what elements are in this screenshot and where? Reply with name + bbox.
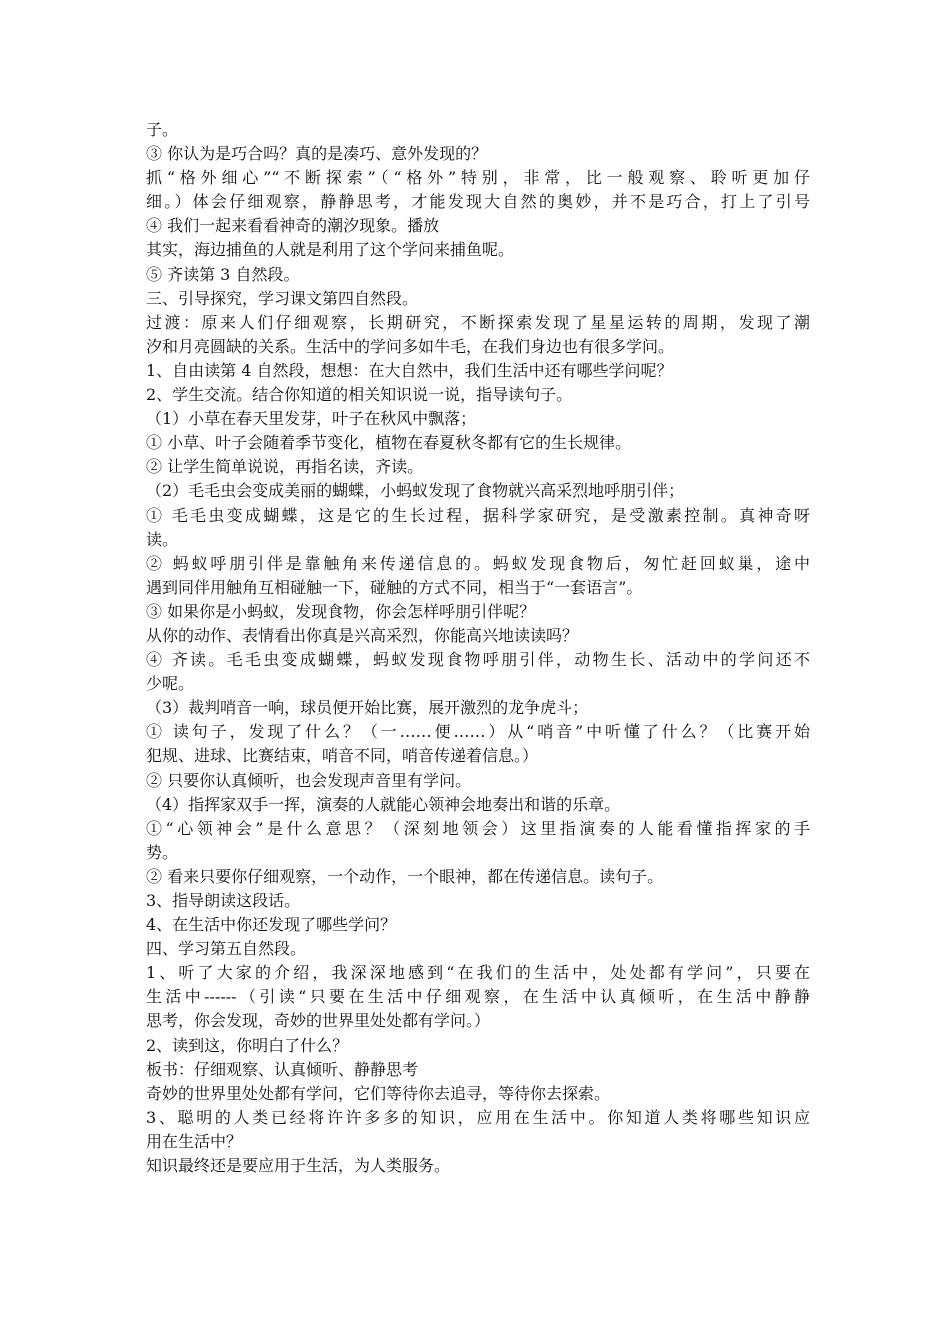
text-line: 2、读到这，你明白了什么？ [146, 1035, 349, 1055]
text-line: ① 毛毛虫变成蝴蝶，这是它的生长过程，据科学家研究，是受激素控制。真神奇呀 [146, 505, 810, 525]
text-line: 读。 [146, 529, 179, 549]
document-body [146, 118, 810, 1178]
text-line: ③ 如果你是小蚂蚁，发现食物，你会怎样呼朋引伴呢？ [146, 601, 536, 621]
text-line: ② 只要你认真倾听，也会发现声音里有学问。 [146, 770, 472, 790]
text-line: 思考，你会发现，奇妙的世界里处处都有学问。） [146, 1011, 491, 1031]
text-line: 板书：仔细观察、认真倾听、静静思考 [146, 1059, 419, 1079]
text-line: ① 读句子，发现了什么？（一……便……）从“哨音”中听懂了什么？（比赛开始 [146, 722, 810, 742]
text-line: 过渡：原来人们仔细观察，长期研究，不断探索发现了星星运转的周期，发现了潮 [146, 312, 810, 332]
text-line: 从你的动作、表情看出你真是兴高采烈，你能高兴地读读吗？ [146, 625, 579, 645]
text-line: ①“心领神会”是什么意思？（深刻地领会）这里指演奏的人能看懂指挥家的手 [146, 818, 810, 838]
text-line: 4、在生活中你还发现了哪些学问？ [146, 915, 397, 935]
text-line: 四、学习第五自然段。 [146, 939, 307, 959]
text-line: ③ 你认为是巧合吗？真的是凑巧、意外发现的？ [146, 144, 488, 164]
text-line: ① 小草、叶子会随着季节变化，植物在春夏秋冬都有它的生长规律。 [146, 433, 632, 453]
text-line: 抓“格外细心”“不断探索”（“格外”特别，非常，比一般观察、聆听更加仔 [146, 168, 810, 188]
text-line: 1、自由读第 4 自然段，想想：在大自然中，我们生活中还有哪些学问呢？ [146, 360, 673, 380]
text-line: 其实，海边捕鱼的人就是利用了这个学问来捕鱼呢。 [146, 240, 515, 260]
text-line: 奇妙的世界里处处都有学问，它们等待你去追寻，等待你去探索。 [146, 1083, 611, 1103]
text-line: ② 看来只要你仔细观察，一个动作，一个眼神，都在传递信息。读句子。 [146, 866, 664, 886]
text-line: （3）裁判哨音一响，球员便开始比赛，展开激烈的龙争虎斗； [146, 698, 589, 718]
text-line: 1、听了大家的介绍，我深深地感到“在我们的生活中，处处都有学问”，只要在 [146, 963, 810, 983]
text-line: 2、学生交流。结合你知道的相关知识说一说，指导读句子。 [146, 385, 573, 405]
text-line: 犯规、进球、比赛结束，哨音不同，哨音传递着信息。） [146, 746, 539, 766]
text-line: ⑤ 齐读第 3 自然段。 [146, 264, 300, 284]
text-line: 少呢。 [146, 674, 195, 694]
text-line: ④ 齐读。毛毛虫变成蝴蝶，蚂蚁发现食物呼朋引伴，动物生长、活动中的学问还不 [146, 650, 810, 670]
text-line: 子。 [146, 120, 179, 139]
text-line: 汐和月亮圆缺的关系。生活中的学问多如牛毛，在我们身边也有很多学问。 [146, 336, 675, 356]
text-line: 遇到同伴用触角互相碰触一下，碰触的方式不同，相当于“一套语言”。 [146, 577, 643, 597]
text-line: ④ 我们一起来看看神奇的潮汐现象。播放 [146, 216, 440, 236]
text-line: 3、聪明的人类已经将许许多多的知识，应用在生活中。你知道人类将哪些知识应 [146, 1107, 810, 1127]
text-line: 3、指导朗读这段话。 [146, 891, 301, 910]
text-line: 知识最终还是要应用于生活，为人类服务。 [146, 1156, 451, 1176]
text-line: （1）小草在春天里发芽，叶子在秋风中飘落； [146, 409, 477, 429]
text-line: 势。 [146, 842, 179, 862]
text-line: ② 蚂蚁呼朋引伴是靠触角来传递信息的。蚂蚁发现食物后，匆忙赶回蚁巢，途中 [146, 553, 810, 573]
text-line: 用在生活中？ [146, 1131, 243, 1151]
text-line: 三、引导探究，学习课文第四自然段。 [146, 288, 419, 308]
text-line: （4）指挥家双手一挥，演奏的人就能心领神会地奏出和谐的乐章。 [146, 794, 621, 814]
text-line: 细。）体会仔细观察，静静思考，才能发现大自然的奥妙，并不是巧合，打上了引号 [146, 192, 810, 212]
text-line: （2）毛毛虫会变成美丽的蝴蝶，小蚂蚁发现了食物就兴高采烈地呼朋引伴； [146, 481, 685, 501]
text-line: 生活中------（引读“只要在生活中仔细观察，在生活中认真倾听，在生活中静静 [146, 987, 810, 1007]
text-line: ② 让学生简单说说，再指名读，齐读。 [146, 457, 424, 477]
